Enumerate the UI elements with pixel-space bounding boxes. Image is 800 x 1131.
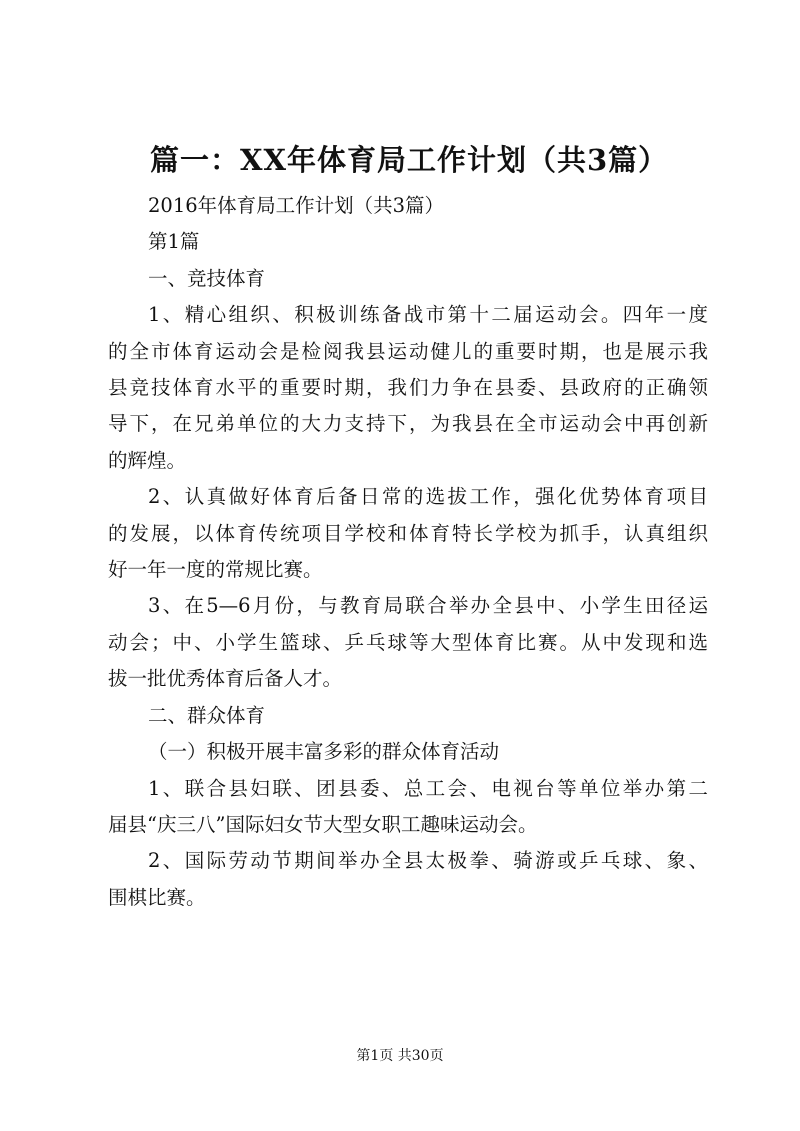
paragraph-line: 3、在5—6月份，与教育局联合举办全县中、小学生田径运 bbox=[148, 594, 708, 618]
paragraph-2 bbox=[108, 479, 708, 588]
paragraph-line: 2、认真做好体育后备日常的选拔工作，强化优势体育项目 bbox=[148, 485, 708, 509]
paragraph-line: 1、精心组织、积极训练备战市第十二届运动会。四年一度 bbox=[148, 303, 708, 327]
subtitle: 2016年体育局工作计划（共3篇） bbox=[148, 194, 445, 217]
paragraph-line: 动会；中、小学生篮球、乒乓球等大型体育比赛。从中发现和选 bbox=[108, 630, 708, 654]
paragraph-line: 好一年一度的常规比赛。 bbox=[108, 558, 323, 582]
subsection-heading-1: （一）积极开展丰富多彩的群众体育活动 bbox=[148, 740, 500, 764]
paragraph-5 bbox=[108, 843, 708, 916]
paragraph-line: 围棋比赛。 bbox=[108, 885, 206, 909]
paragraph-4 bbox=[108, 771, 708, 844]
part-heading: 第1篇 bbox=[148, 230, 200, 254]
paragraph-line: 届县“庆三八”国际妇女节大型女职工趣味运动会。 bbox=[108, 812, 538, 836]
page-footer: 第1页 共30页 bbox=[356, 1048, 444, 1064]
paragraph-line: 1、联合县妇联、团县委、总工会、电视台等单位举办第二 bbox=[148, 776, 708, 800]
document-body bbox=[108, 188, 708, 916]
section-heading-2: 二、群众体育 bbox=[148, 703, 266, 727]
section-heading-1: 一、竞技体育 bbox=[148, 266, 266, 290]
document-title: 篇一：XX年体育局工作计划（共3篇） bbox=[150, 143, 669, 177]
paragraph-line: 拔一批优秀体育后备人才。 bbox=[108, 667, 343, 691]
paragraph-3 bbox=[108, 588, 708, 697]
paragraph-line: 县竞技体育水平的重要时期，我们力争在县委、县政府的正确领 bbox=[108, 376, 708, 400]
paragraph-line: 导下，在兄弟单位的大力支持下，为我县在全市运动会中再创新 bbox=[108, 412, 708, 436]
paragraph-line: 的发展，以体育传统项目学校和体育特长学校为抓手，认真组织 bbox=[108, 521, 708, 545]
paragraph-line: 2、国际劳动节期间举办全县太极拳、骑游或乒乓球、象、 bbox=[148, 849, 708, 873]
paragraph-1 bbox=[108, 297, 708, 479]
paragraph-line: 的全市体育运动会是检阅我县运动健儿的重要时期，也是展示我 bbox=[108, 339, 708, 363]
paragraph-line: 的辉煌。 bbox=[108, 448, 187, 472]
